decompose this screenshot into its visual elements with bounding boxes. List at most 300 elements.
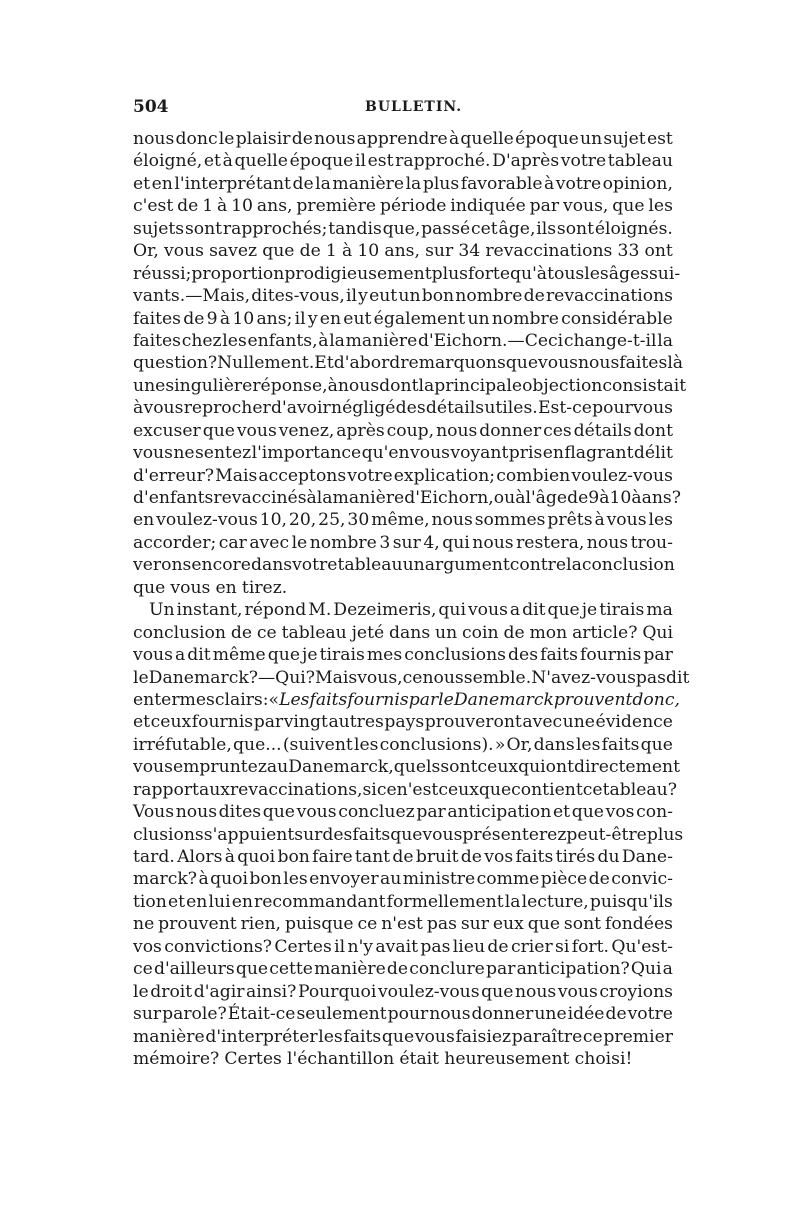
- word: verons: [133, 555, 192, 576]
- word: fondées: [605, 914, 673, 935]
- word: les: [283, 869, 308, 890]
- word: sommes: [474, 510, 546, 531]
- word: prodigieusement: [284, 263, 432, 284]
- word: »: [494, 734, 506, 755]
- word: nous: [429, 1004, 471, 1025]
- word: bon: [249, 869, 282, 890]
- text-line: [133, 173, 673, 195]
- word: à: [306, 488, 317, 508]
- word: aux: [198, 779, 230, 800]
- word: le: [133, 667, 149, 688]
- word: de: [299, 241, 321, 262]
- word: votre: [560, 151, 607, 172]
- text-line: [133, 532, 673, 554]
- word: au: [266, 757, 289, 778]
- word: vous: [467, 600, 508, 621]
- word: je: [581, 600, 598, 621]
- word: a: [662, 959, 673, 980]
- text-line: [133, 263, 681, 285]
- word: négligé: [331, 398, 396, 419]
- word: âge,: [498, 218, 536, 239]
- word: Or,: [506, 734, 533, 755]
- word: à: [198, 869, 209, 890]
- word: heureusement: [444, 1048, 570, 1069]
- word: sur: [460, 914, 489, 935]
- word: en: [133, 510, 155, 531]
- text-line: [133, 308, 673, 330]
- word: et: [203, 151, 221, 172]
- word: reprocher: [183, 398, 271, 419]
- word: coin: [462, 622, 499, 643]
- word: éloigné,: [133, 151, 203, 172]
- word: ont: [545, 757, 574, 778]
- word: époque: [515, 129, 579, 149]
- word: 25,: [318, 510, 346, 531]
- word: le: [133, 981, 149, 1002]
- word: à: [515, 488, 526, 508]
- word: votre: [555, 173, 602, 194]
- text-line: [133, 644, 673, 666]
- text-line: [133, 577, 673, 599]
- word: tableau?: [602, 779, 677, 800]
- word: ne: [133, 914, 155, 935]
- word: tant: [354, 847, 391, 867]
- word: les: [353, 734, 379, 755]
- word: les: [318, 1026, 343, 1047]
- word: que: [571, 802, 604, 823]
- word: vous: [133, 443, 173, 464]
- word: trou-: [630, 532, 673, 553]
- word: clusions: [133, 824, 204, 845]
- word: à: [224, 847, 235, 867]
- word: faits: [515, 847, 554, 867]
- word: empruntez: [172, 757, 267, 778]
- word: 9: [588, 488, 600, 508]
- word: forte: [468, 263, 511, 284]
- word: présenterez: [462, 824, 567, 845]
- word: car: [218, 532, 247, 553]
- word: vous,: [562, 196, 609, 217]
- word: jeté: [351, 622, 385, 643]
- word: formellement: [386, 891, 504, 912]
- word: dit: [187, 645, 211, 666]
- word: revaccinations,: [229, 779, 363, 800]
- word: d'avoir: [271, 398, 331, 419]
- word: les: [222, 330, 247, 351]
- word: vous: [170, 577, 211, 598]
- word: enfants,: [247, 330, 318, 351]
- word: de: [392, 847, 414, 867]
- word: de: [567, 488, 589, 508]
- word: sui-: [648, 263, 681, 284]
- word: quoi: [237, 847, 276, 867]
- word: un: [580, 129, 603, 149]
- word: et: [552, 802, 571, 823]
- word: revaccinations: [485, 241, 613, 262]
- word: bon: [421, 286, 455, 307]
- word: l'interprétant: [174, 173, 291, 194]
- word: singulière: [165, 375, 253, 396]
- word: «: [268, 689, 280, 710]
- word: des: [395, 398, 426, 419]
- text-line: [133, 442, 673, 464]
- word: qu'à: [510, 263, 548, 284]
- word: vous: [557, 981, 598, 1002]
- word: un: [467, 308, 490, 329]
- word: sont: [563, 914, 602, 935]
- word: que: [262, 802, 295, 823]
- word: vous: [164, 241, 204, 262]
- word: Alors: [177, 847, 223, 867]
- word: de: [291, 129, 313, 149]
- word: indiquée: [450, 196, 526, 217]
- word: a: [175, 645, 186, 666]
- word: tableau: [607, 151, 673, 172]
- text-line: [133, 913, 673, 935]
- word: article?: [572, 622, 638, 643]
- word: vous: [133, 645, 173, 666]
- word: seulement: [296, 1004, 387, 1025]
- text-line: [133, 801, 673, 823]
- word: s'appuient: [203, 824, 295, 845]
- word: quelle: [234, 151, 288, 172]
- word: à: [448, 129, 460, 149]
- word: fort.: [571, 936, 610, 957]
- word: cet: [471, 218, 498, 239]
- word: manière: [345, 330, 418, 351]
- word: peut-être: [566, 824, 647, 845]
- word: recommandant: [254, 891, 386, 912]
- word: clairs: [214, 689, 263, 710]
- word: détails: [425, 398, 485, 419]
- word: plus: [422, 173, 460, 194]
- word: à: [219, 308, 231, 329]
- word: bruit: [415, 847, 459, 867]
- emphasis-word: fournis: [347, 689, 409, 710]
- word: sont: [556, 218, 595, 239]
- word: nombre: [491, 308, 559, 329]
- word: que: [505, 353, 539, 374]
- word: de: [292, 173, 314, 194]
- word: fournis: [579, 645, 642, 666]
- word: dites: [218, 802, 262, 823]
- word: dont: [633, 420, 673, 441]
- word: faisiez: [455, 1026, 512, 1047]
- word: dit: [665, 667, 690, 688]
- word: il: [354, 151, 366, 172]
- word: des: [322, 824, 353, 845]
- word: droit: [150, 981, 193, 1002]
- word: conclusion: [133, 622, 226, 643]
- word: de: [460, 847, 482, 867]
- word: nous: [422, 667, 464, 688]
- word: Danemarck,: [288, 757, 394, 778]
- word: par: [485, 959, 516, 980]
- word: au: [379, 869, 402, 890]
- word: faits: [540, 645, 578, 666]
- word: est: [646, 129, 673, 149]
- word: à: [133, 398, 144, 419]
- word: éloignés.: [594, 218, 673, 239]
- word: que: [481, 981, 514, 1002]
- word: nous: [586, 532, 629, 553]
- word: qui: [438, 600, 466, 621]
- word: Et: [314, 353, 334, 374]
- word: Dane-: [621, 847, 673, 867]
- word: N'avez-vous: [531, 667, 636, 688]
- word: ans,: [256, 196, 293, 217]
- word: en: [186, 891, 208, 912]
- word: venez,: [278, 420, 335, 441]
- word: puisqu'ils: [589, 891, 673, 912]
- word: dont: [379, 375, 419, 396]
- word: que: [262, 241, 295, 262]
- text-line: [133, 397, 673, 419]
- word: nous: [514, 981, 557, 1002]
- word: ce: [376, 779, 397, 800]
- word: la: [504, 891, 521, 912]
- text-line: [133, 330, 673, 352]
- word: même: [212, 645, 266, 666]
- word: était: [399, 1048, 440, 1069]
- text-line: [133, 352, 684, 374]
- text-line: [133, 218, 673, 240]
- word: vous,: [357, 667, 403, 688]
- word: rapprochés;: [222, 218, 328, 239]
- word: vos: [605, 802, 635, 823]
- word: l'importance: [251, 443, 362, 464]
- word: pays: [384, 712, 425, 733]
- word: ministre: [402, 869, 476, 890]
- word: acceptons: [258, 465, 347, 486]
- word: excuser: [133, 420, 201, 441]
- word: principale: [434, 375, 523, 396]
- word: pour: [387, 1004, 429, 1025]
- word: que: [478, 779, 512, 800]
- word: la: [418, 375, 435, 396]
- word: tion: [133, 891, 167, 912]
- word: rapproché.: [395, 151, 491, 172]
- text-line: [133, 420, 673, 442]
- text-line: [133, 285, 673, 307]
- word: encore: [191, 555, 251, 576]
- word: 10: [232, 308, 255, 329]
- text-line: [133, 734, 673, 756]
- word: les: [648, 510, 673, 531]
- word: première: [296, 196, 377, 217]
- word: que: [527, 914, 560, 935]
- word: apprendre: [356, 129, 448, 149]
- word: de: [605, 1004, 627, 1025]
- word: 1: [325, 241, 337, 262]
- word: vous: [633, 398, 673, 419]
- word: eut: [369, 286, 398, 307]
- word: Était-ce: [227, 1004, 296, 1025]
- word: choisi!: [574, 1048, 633, 1069]
- word: des: [508, 645, 539, 666]
- word: que...: [233, 734, 282, 755]
- word: vous: [606, 510, 647, 531]
- word: d'agir: [193, 981, 245, 1002]
- text-line: [133, 622, 673, 644]
- word: prouvent: [158, 914, 237, 935]
- word: que: [547, 600, 580, 621]
- word: chez: [181, 330, 222, 351]
- text-line: [133, 465, 673, 487]
- word: vos: [133, 936, 162, 957]
- word: conclusions: [404, 645, 506, 666]
- text-line: [133, 1048, 673, 1070]
- word: ce: [402, 667, 423, 688]
- text-line: [133, 868, 673, 890]
- word: vants.—Mais,: [133, 286, 251, 307]
- word: anticipation: [447, 802, 552, 823]
- emphasis-word: faits: [309, 689, 348, 710]
- word: opinion,: [602, 173, 673, 194]
- word: ce: [357, 914, 378, 935]
- word: tirez.: [241, 577, 288, 598]
- word: réponse,: [252, 375, 328, 396]
- word: d'ailleurs: [153, 959, 235, 980]
- word: Est-ce: [538, 398, 592, 419]
- word: à: [222, 151, 233, 172]
- word: que: [267, 645, 300, 666]
- word: là: [667, 353, 684, 374]
- word: à: [594, 510, 605, 531]
- word: autres: [328, 712, 384, 733]
- text-line: [133, 711, 673, 733]
- word: dans: [389, 622, 431, 643]
- word: y: [307, 308, 318, 329]
- word: 9: [206, 308, 218, 329]
- word: de: [183, 308, 205, 329]
- word: ce: [582, 779, 603, 800]
- word: Pourquoi: [297, 981, 377, 1002]
- word: tandis: [328, 218, 382, 239]
- word: âges: [608, 263, 649, 284]
- word: Mais: [215, 465, 258, 486]
- word: rien,: [240, 914, 282, 935]
- word: d'abord: [333, 353, 401, 374]
- word: manière: [332, 173, 405, 194]
- word: la: [657, 330, 673, 351]
- word: d'Eichorn,: [404, 488, 494, 508]
- word: nombre: [309, 532, 377, 553]
- word: cette: [269, 959, 313, 980]
- word: faites: [133, 308, 182, 329]
- word: D'après: [492, 151, 560, 172]
- word: 3: [379, 532, 391, 553]
- word: change-t-il: [563, 330, 657, 351]
- word: donner: [479, 420, 542, 441]
- word: ans;: [256, 308, 293, 329]
- word: dites-vous,: [251, 286, 345, 307]
- text-line: [133, 509, 673, 531]
- word: que: [202, 420, 235, 441]
- word: la: [315, 173, 331, 194]
- word: ceux: [150, 712, 192, 733]
- word: Certes: [274, 936, 332, 957]
- text-line: [133, 195, 673, 217]
- word: à: [631, 488, 642, 508]
- text-line: [133, 846, 673, 868]
- word: que: [612, 196, 645, 217]
- word: donc: [175, 129, 218, 149]
- word: à: [341, 241, 353, 262]
- word: consistait: [602, 375, 687, 396]
- word: de: [386, 959, 409, 980]
- word: ces: [543, 420, 572, 441]
- word: n'est: [381, 914, 423, 935]
- word: eut: [343, 308, 372, 329]
- word: vos: [484, 847, 514, 867]
- text-line: [133, 779, 677, 801]
- word: concluez: [338, 802, 415, 823]
- word: (suivent: [282, 734, 353, 755]
- word: Qui: [630, 959, 662, 980]
- word: par: [416, 802, 446, 823]
- word: faites: [133, 330, 182, 351]
- word: lui: [208, 891, 231, 912]
- word: quoi: [210, 869, 249, 890]
- word: Nullement.: [217, 353, 315, 374]
- word: l'âge: [525, 488, 568, 508]
- word: plus: [646, 824, 684, 845]
- word: premier: [603, 1026, 673, 1047]
- word: 10: [357, 241, 380, 262]
- text-line: [133, 1003, 673, 1025]
- emphasis-word: donc,: [632, 689, 680, 710]
- word: 10: [231, 196, 253, 217]
- emphasis-word: prouvent: [553, 689, 633, 710]
- word: savez: [209, 241, 258, 262]
- word: vous: [236, 420, 277, 441]
- word: sur: [294, 824, 323, 845]
- word: revaccinés: [213, 488, 307, 508]
- word: nous: [133, 129, 175, 149]
- word: avait: [375, 936, 418, 957]
- word: croyions: [599, 981, 673, 1002]
- word: d'erreur?: [133, 465, 215, 486]
- text-line: [133, 128, 673, 150]
- word: y: [358, 286, 368, 307]
- word: instant,: [176, 600, 243, 621]
- word: Un: [149, 600, 175, 621]
- word: sentez: [194, 443, 252, 464]
- word: coup,: [386, 420, 435, 441]
- word: passé: [421, 218, 471, 239]
- text-line: [133, 599, 673, 621]
- word: fournis: [191, 712, 254, 733]
- word: que: [235, 959, 269, 980]
- word: à: [599, 488, 610, 508]
- word: les: [575, 734, 601, 755]
- word: en: [542, 443, 564, 464]
- text-line: [133, 891, 673, 913]
- word: d'Eichorn.—Ceci: [417, 330, 564, 351]
- word: ans,: [384, 241, 420, 262]
- word: Danemarck?—Qui?: [148, 667, 316, 688]
- word: que: [381, 1026, 415, 1047]
- word: en: [319, 308, 342, 329]
- word: ans?: [641, 488, 681, 508]
- word: une: [534, 1004, 567, 1025]
- word: le: [291, 532, 308, 553]
- word: 10: [609, 488, 632, 508]
- word: vous: [133, 757, 173, 778]
- word: mes: [366, 645, 403, 666]
- word: époque: [289, 151, 354, 172]
